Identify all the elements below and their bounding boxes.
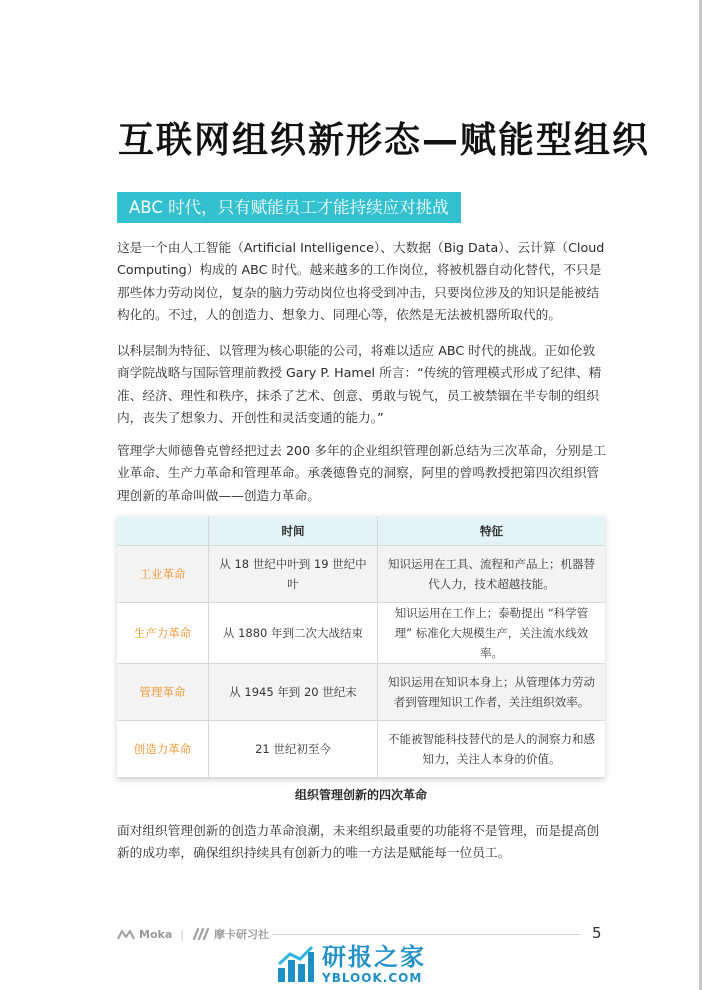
watermark bbox=[276, 939, 446, 989]
watermark-text: 研报之家 bbox=[322, 943, 426, 971]
club-logo-icon bbox=[192, 928, 210, 940]
paragraph-1: 这是一个由人工智能（Artificial Intelligence）、大数据（Big Data）、云计算（Cloud Computing）构成的 ABC 时代。越来越多的工作岗位，将被机器自动化替代，不只是那些体力劳动岗位，复杂的脑力劳动岗位也将受到冲击，只要岗位涉及的知识是能被结构化的。不过，人的创造力、想象力、同理心等，依然是无法被机器所取代的。 bbox=[117, 240, 605, 322]
footer-separator: | bbox=[180, 927, 184, 941]
table-header-feature: 特征 bbox=[378, 516, 606, 546]
table-row bbox=[117, 664, 605, 721]
page-title: 互联网组织新形态—赋能型组织 bbox=[118, 120, 651, 161]
table-row bbox=[117, 603, 605, 664]
revolution-time: 从 1945 年到 20 世纪末 bbox=[209, 664, 378, 721]
revolution-name: 管理革命 bbox=[117, 664, 209, 721]
bar-chart-icon bbox=[276, 944, 316, 984]
paragraph-3: 管理学大师德鲁克曾经把过去 200 多年的企业组织管理创新总结为三次革命，分别是工业革命、生产力革命和管理革命。承袭德鲁克的洞察，阿里的曾鸣教授把第四次组织管理创新的革命叫做——创造力革命。 bbox=[117, 443, 607, 503]
footer-club-name: 摩卡研习社 bbox=[213, 928, 269, 941]
table-header-row bbox=[117, 516, 605, 546]
moka-logo-icon bbox=[117, 928, 135, 940]
page-number: 5 bbox=[592, 924, 602, 942]
revolution-feature: 知识运用在工作上；泰勒提出 “科学管理” 标准化大规模生产，关注流水线效率。 bbox=[378, 603, 606, 664]
paragraph-4: 面对组织管理创新的创造力革命浪潮，未来组织最重要的功能将不是管理，而是提高创新的成功率，确保组织持续具有创新力的唯一方法是赋能每一位员工。 bbox=[117, 823, 600, 861]
table-header-name bbox=[117, 516, 209, 546]
revolution-time: 21 世纪初至今 bbox=[209, 721, 378, 778]
footer-brand-name: Moka bbox=[139, 927, 173, 941]
revolution-time: 从 18 世纪中叶到 19 世纪中叶 bbox=[209, 546, 378, 603]
table-row bbox=[117, 546, 605, 603]
footer-brand bbox=[117, 924, 269, 944]
table-caption: 组织管理创新的四次革命 bbox=[294, 788, 427, 802]
revolution-name: 创造力革命 bbox=[117, 721, 209, 778]
table-row bbox=[117, 721, 605, 778]
watermark-url: YBLOOK.COM bbox=[322, 971, 423, 985]
revolution-name: 工业革命 bbox=[117, 546, 209, 603]
revolution-feature: 知识运用在知识本身上；从管理体力劳动者到管理知识工作者，关注组织效率。 bbox=[378, 664, 606, 721]
revolution-feature: 不能被智能科技替代的是人的洞察力和感知力，关注人本身的价值。 bbox=[378, 721, 606, 778]
table-header-time: 时间 bbox=[209, 516, 378, 546]
revolution-feature: 知识运用在工具、流程和产品上；机器替代人力，技术超越技能。 bbox=[378, 546, 606, 603]
section-heading: ABC 时代，只有赋能员工才能持续应对挑战 bbox=[117, 192, 461, 223]
paragraph-2: 以科层制为特征、以管理为核心职能的公司，将难以适应 ABC 时代的挑战。正如伦敦商学院战略与国际管理前教授 Gary P. Hamel 所言：“传统的管理模式形成了纪律、精准、经济、理性和秩序，抹杀了艺术、创意、勇敢与锐气，员工被禁锢在半专制的组织内，丧失了想象力、开创性和灵活变通的能力。” bbox=[117, 343, 602, 425]
revolution-time: 从 1880 年到二次大战结束 bbox=[209, 603, 378, 664]
revolutions-table bbox=[117, 516, 605, 778]
revolution-name: 生产力革命 bbox=[117, 603, 209, 664]
footer-divider bbox=[272, 934, 580, 935]
